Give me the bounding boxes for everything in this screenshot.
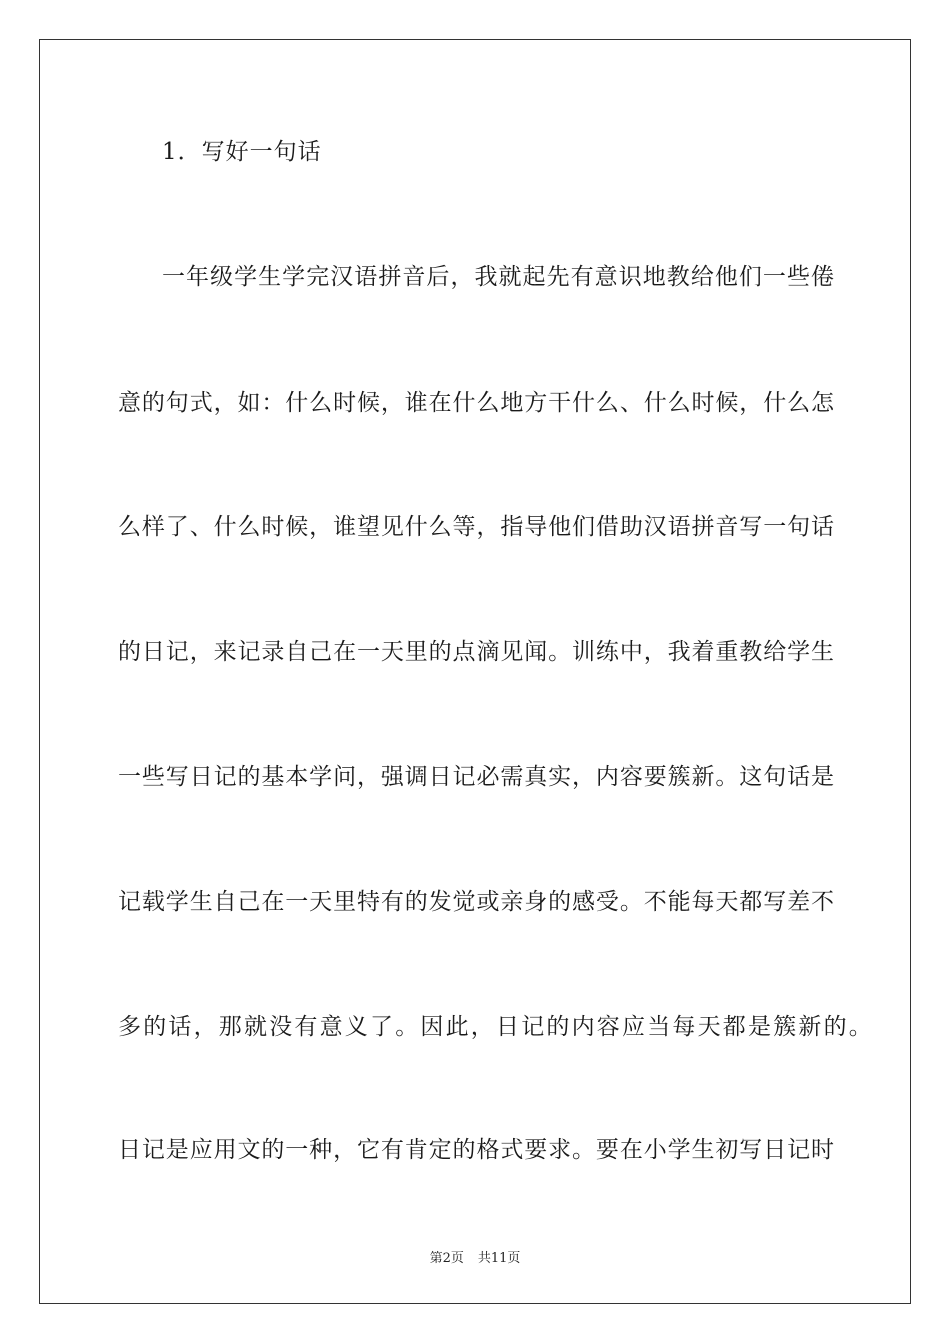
paragraph-line: 记载学生自己在一天里特有的发觉或亲身的感受。不能每天都写差不 (118, 889, 834, 915)
section-heading: 1．写好一句话 (162, 139, 322, 165)
page-number: 第2页 (429, 1251, 464, 1266)
paragraph-line: 多的话，那就没有意义了。因此，日记的内容应当每天都是簇新的。 (118, 1014, 874, 1040)
paragraph-line: 意的句式，如：什么时候，谁在什么地方干什么、什么时候，什么怎 (118, 390, 834, 416)
paragraph-line: 一些写日记的基本学问，强调日记必需真实，内容要簇新。这句话是 (118, 764, 834, 790)
page-total: 共11页 (477, 1251, 521, 1266)
page-border (39, 39, 911, 1304)
page-footer (0, 1247, 950, 1266)
paragraph-line: 么样了、什么时候，谁望见什么等，指导他们借助汉语拼音写一句话 (118, 514, 834, 540)
paragraph-line: 的日记，来记录自己在一天里的点滴见闻。训练中，我着重教给学生 (118, 639, 834, 665)
paragraph-line: 日记是应用文的一种，它有肯定的格式要求。要在小学生初写日记时 (118, 1137, 834, 1163)
paragraph-line: 一年级学生学完汉语拼音后，我就起先有意识地教给他们一些倦 (162, 264, 834, 290)
